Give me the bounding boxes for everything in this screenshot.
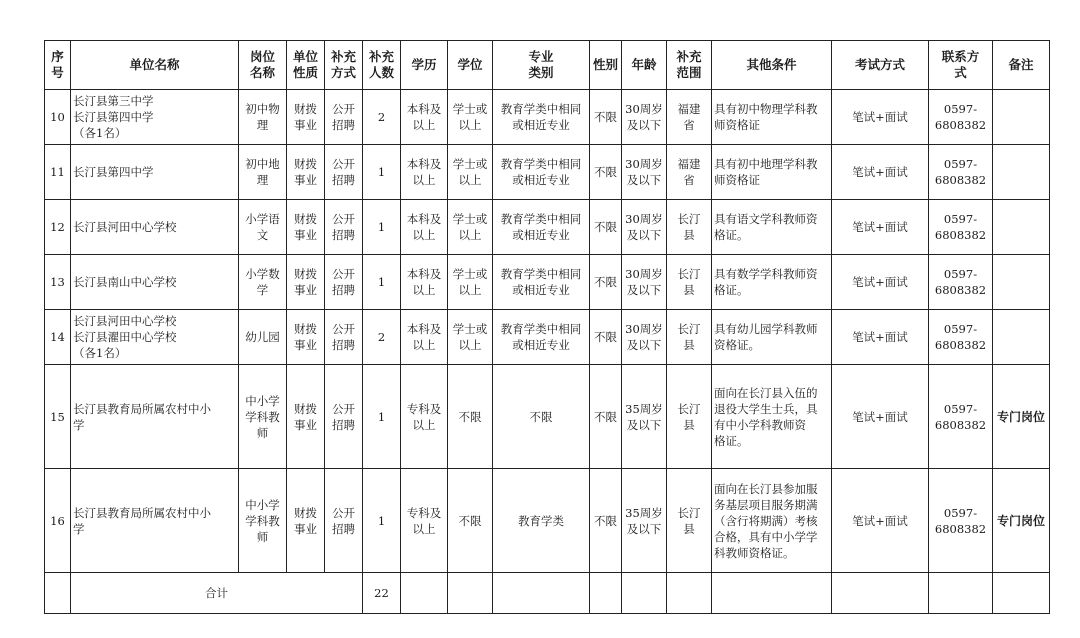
cell-total-empty (622, 573, 667, 614)
col-header-post: 岗位 名称 (239, 41, 287, 90)
cell-nature: 财拨 事业 (287, 365, 325, 469)
cell-no: 10 (45, 90, 71, 145)
cell-remark (993, 90, 1050, 145)
cell-post: 幼儿园 (239, 310, 287, 365)
cell-other: 具有初中地理学科教 师资格证 (712, 145, 832, 200)
cell-count: 2 (363, 90, 401, 145)
cell-exam: 笔试+面试 (832, 310, 929, 365)
cell-no: 11 (45, 145, 71, 200)
cell-total-empty (993, 573, 1050, 614)
cell-major: 教育学类 (493, 469, 590, 573)
cell-no: 13 (45, 255, 71, 310)
cell-nature: 财拨 事业 (287, 255, 325, 310)
cell-count: 1 (363, 145, 401, 200)
cell-total-empty (712, 573, 832, 614)
cell-unit: 长汀县南山中心学校 (71, 255, 239, 310)
cell-nature: 财拨 事业 (287, 200, 325, 255)
cell-nature: 财拨 事业 (287, 310, 325, 365)
total-count: 22 (363, 573, 401, 614)
cell-scope: 福建 省 (667, 145, 712, 200)
cell-gender: 不限 (590, 469, 622, 573)
cell-education: 本科及 以上 (401, 255, 448, 310)
cell-degree: 不限 (448, 365, 493, 469)
cell-age: 30周岁 及以下 (622, 310, 667, 365)
cell-education: 专科及 以上 (401, 469, 448, 573)
cell-unit: 长汀县教育局所属农村中小 学 (71, 365, 239, 469)
cell-contact: 0597- 6808382 (929, 200, 993, 255)
cell-other: 面向在长汀县参加服 务基层项目服务期满 （含行将期满）考核 合格，具有中小学学 科教师资格证。 (712, 469, 832, 573)
cell-other: 面向在长汀县入伍的 退役大学生士兵，具 有中小学科教师资 格证。 (712, 365, 832, 469)
table-row (45, 90, 1050, 145)
col-header-gender: 性别 (590, 41, 622, 90)
cell-count: 1 (363, 255, 401, 310)
cell-major: 教育学类中相同 或相近专业 (493, 310, 590, 365)
col-header-contact: 联系方 式 (929, 41, 993, 90)
cell-nature: 财拨 事业 (287, 469, 325, 573)
col-header-scope: 补充 范围 (667, 41, 712, 90)
cell-post: 中小学 学科教 师 (239, 365, 287, 469)
cell-scope: 长汀 县 (667, 469, 712, 573)
col-header-no: 序 号 (45, 41, 71, 90)
cell-method: 公开 招聘 (325, 310, 363, 365)
cell-total-empty (832, 573, 929, 614)
cell-gender: 不限 (590, 255, 622, 310)
cell-age: 30周岁 及以下 (622, 200, 667, 255)
cell-age: 35周岁 及以下 (622, 469, 667, 573)
recruitment-table (44, 40, 1050, 614)
cell-education: 本科及 以上 (401, 200, 448, 255)
header-row (45, 41, 1050, 90)
cell-count: 1 (363, 200, 401, 255)
cell-post: 初中地 理 (239, 145, 287, 200)
cell-unit: 长汀县河田中心学校 长汀县濯田中心学校 （各1名） (71, 310, 239, 365)
col-header-age: 年龄 (622, 41, 667, 90)
cell-gender: 不限 (590, 90, 622, 145)
cell-no: 15 (45, 365, 71, 469)
cell-degree: 学士或 以上 (448, 200, 493, 255)
cell-post: 小学语 文 (239, 200, 287, 255)
cell-exam: 笔试+面试 (832, 200, 929, 255)
cell-exam: 笔试+面试 (832, 365, 929, 469)
cell-major: 教育学类中相同 或相近专业 (493, 145, 590, 200)
cell-unit: 长汀县第四中学 (71, 145, 239, 200)
total-row (45, 573, 1050, 614)
cell-scope: 长汀 县 (667, 200, 712, 255)
cell-remark (993, 255, 1050, 310)
cell-total-empty (590, 573, 622, 614)
cell-post: 小学数 学 (239, 255, 287, 310)
col-header-education: 学历 (401, 41, 448, 90)
cell-major: 教育学类中相同 或相近专业 (493, 90, 590, 145)
table-row (45, 365, 1050, 469)
col-header-method: 补充 方式 (325, 41, 363, 90)
cell-method: 公开 招聘 (325, 200, 363, 255)
cell-contact: 0597- 6808382 (929, 310, 993, 365)
cell-scope: 长汀 县 (667, 255, 712, 310)
total-label: 合计 (71, 573, 363, 614)
cell-gender: 不限 (590, 145, 622, 200)
table-row (45, 310, 1050, 365)
cell-total-empty (667, 573, 712, 614)
cell-no: 16 (45, 469, 71, 573)
cell-exam: 笔试+面试 (832, 145, 929, 200)
col-header-remark: 备注 (993, 41, 1050, 90)
cell-post: 中小学 学科教 师 (239, 469, 287, 573)
cell-other: 具有数学学科教师资 格证。 (712, 255, 832, 310)
col-header-nature: 单位 性质 (287, 41, 325, 90)
cell-exam: 笔试+面试 (832, 90, 929, 145)
cell-age: 35周岁 及以下 (622, 365, 667, 469)
cell-unit: 长汀县教育局所属农村中小 学 (71, 469, 239, 573)
cell-unit: 长汀县第三中学 长汀县第四中学 （各1名） (71, 90, 239, 145)
cell-contact: 0597- 6808382 (929, 469, 993, 573)
cell-total-empty (448, 573, 493, 614)
cell-nature: 财拨 事业 (287, 90, 325, 145)
cell-total-empty (929, 573, 993, 614)
col-header-count: 补充 人数 (363, 41, 401, 90)
cell-scope: 长汀 县 (667, 365, 712, 469)
cell-degree: 学士或 以上 (448, 310, 493, 365)
cell-remark (993, 200, 1050, 255)
cell-unit: 长汀县河田中心学校 (71, 200, 239, 255)
cell-method: 公开 招聘 (325, 145, 363, 200)
cell-other: 具有幼儿园学科教师 资格证。 (712, 310, 832, 365)
cell-exam: 笔试+面试 (832, 255, 929, 310)
cell-exam: 笔试+面试 (832, 469, 929, 573)
cell-other: 具有语文学科教师资 格证。 (712, 200, 832, 255)
col-header-unit: 单位名称 (71, 41, 239, 90)
cell-no: 12 (45, 200, 71, 255)
cell-method: 公开 招聘 (325, 365, 363, 469)
cell-gender: 不限 (590, 200, 622, 255)
col-header-exam: 考试方式 (832, 41, 929, 90)
cell-degree: 不限 (448, 469, 493, 573)
cell-major: 教育学类中相同 或相近专业 (493, 200, 590, 255)
cell-contact: 0597- 6808382 (929, 90, 993, 145)
cell-remark (993, 145, 1050, 200)
cell-no: 14 (45, 310, 71, 365)
cell-education: 本科及 以上 (401, 310, 448, 365)
cell-post: 初中物 理 (239, 90, 287, 145)
cell-age: 30周岁 及以下 (622, 145, 667, 200)
cell-method: 公开 招聘 (325, 255, 363, 310)
cell-major: 不限 (493, 365, 590, 469)
table-row (45, 145, 1050, 200)
cell-method: 公开 招聘 (325, 469, 363, 573)
cell-education: 本科及 以上 (401, 90, 448, 145)
col-header-degree: 学位 (448, 41, 493, 90)
table-row (45, 255, 1050, 310)
cell-contact: 0597- 6808382 (929, 145, 993, 200)
cell-contact: 0597- 6808382 (929, 255, 993, 310)
cell-gender: 不限 (590, 365, 622, 469)
cell-age: 30周岁 及以下 (622, 255, 667, 310)
cell-nature: 财拨 事业 (287, 145, 325, 200)
cell-degree: 学士或 以上 (448, 255, 493, 310)
cell-gender: 不限 (590, 310, 622, 365)
cell-contact: 0597- 6808382 (929, 365, 993, 469)
col-header-major: 专业 类别 (493, 41, 590, 90)
cell-count: 1 (363, 469, 401, 573)
cell-count: 1 (363, 365, 401, 469)
cell-major: 教育学类中相同 或相近专业 (493, 255, 590, 310)
table-row (45, 200, 1050, 255)
cell-degree: 学士或 以上 (448, 145, 493, 200)
cell-count: 2 (363, 310, 401, 365)
cell-total-empty (493, 573, 590, 614)
cell-remark: 专门岗位 (993, 469, 1050, 573)
cell-method: 公开 招聘 (325, 90, 363, 145)
cell-total-no (45, 573, 71, 614)
col-header-other: 其他条件 (712, 41, 832, 90)
cell-total-empty (401, 573, 448, 614)
cell-education: 专科及 以上 (401, 365, 448, 469)
cell-other: 具有初中物理学科教 师资格证 (712, 90, 832, 145)
cell-scope: 长汀 县 (667, 310, 712, 365)
cell-remark (993, 310, 1050, 365)
cell-degree: 学士或 以上 (448, 90, 493, 145)
cell-remark: 专门岗位 (993, 365, 1050, 469)
cell-scope: 福建 省 (667, 90, 712, 145)
cell-education: 本科及 以上 (401, 145, 448, 200)
cell-age: 30周岁 及以下 (622, 90, 667, 145)
table-row (45, 469, 1050, 573)
